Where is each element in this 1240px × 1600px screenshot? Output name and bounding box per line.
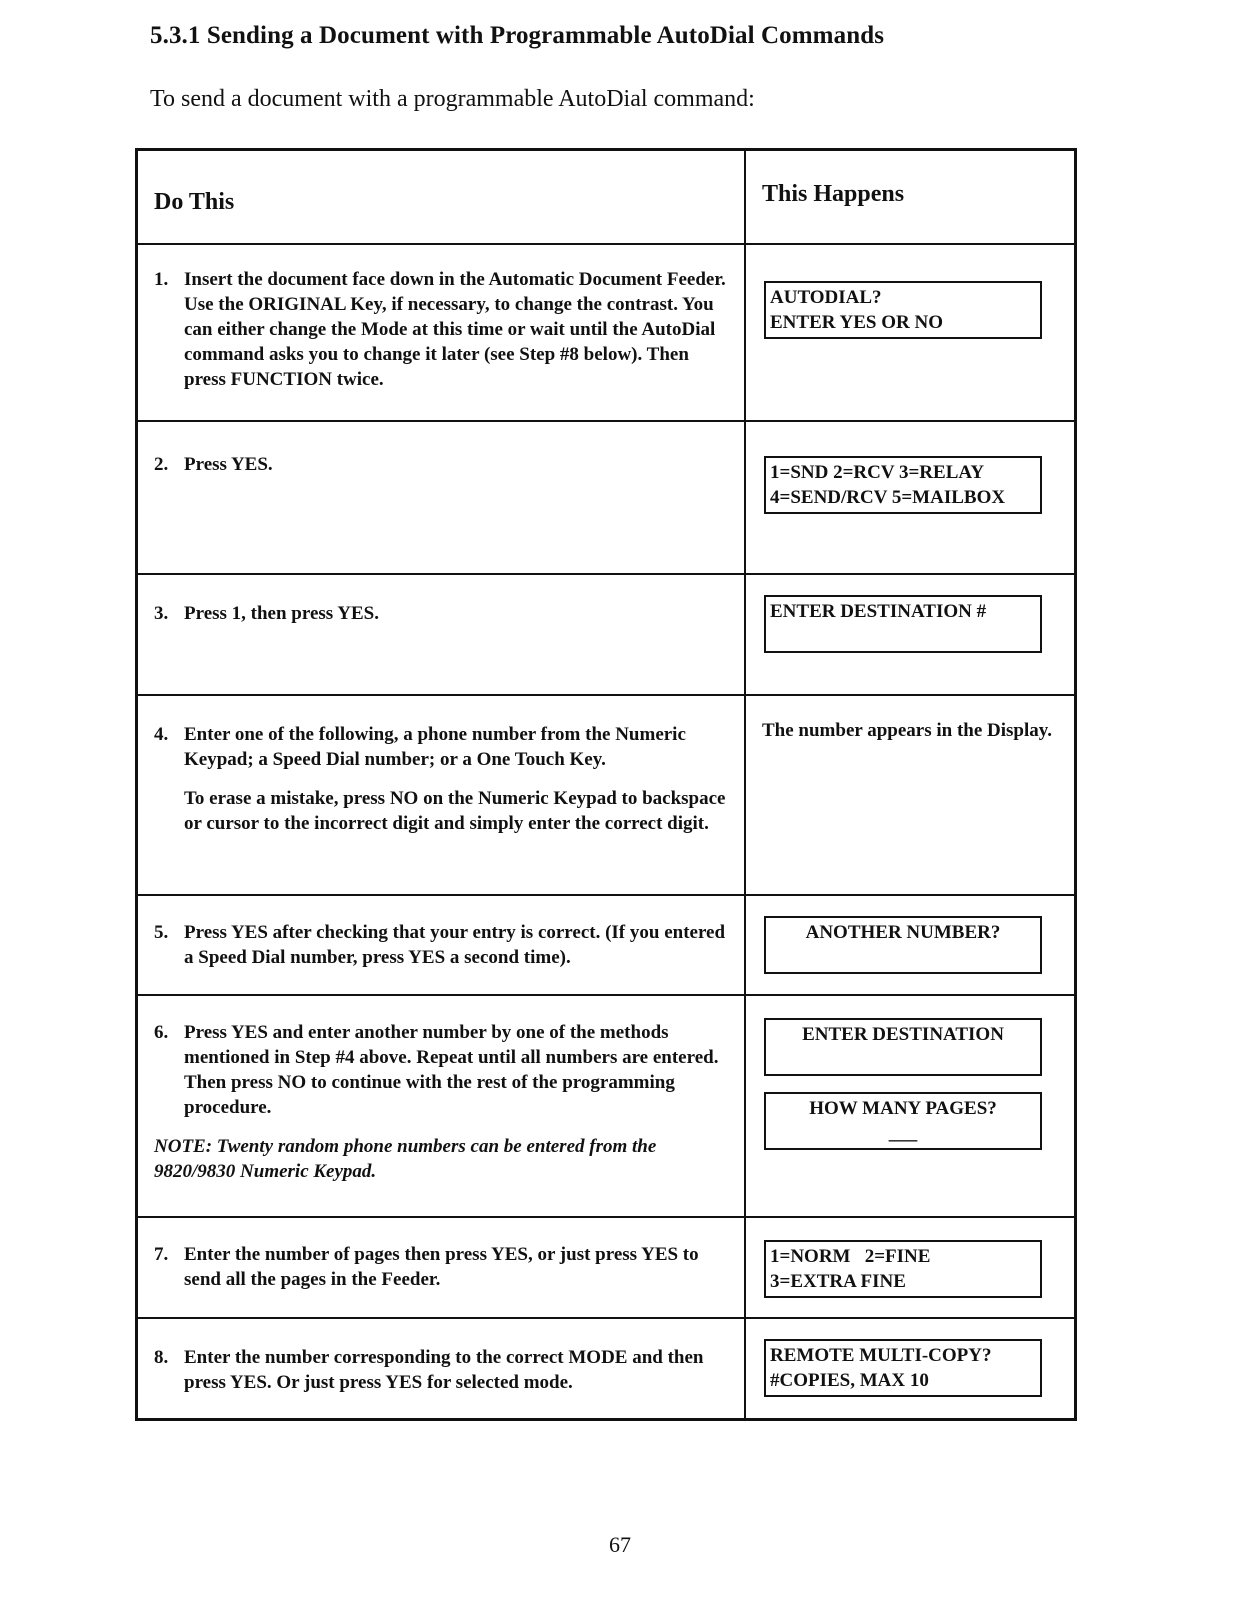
table-row — [138, 420, 1074, 573]
display-panel: AUTODIAL? ENTER YES OR NO — [764, 281, 1042, 339]
table-row — [138, 694, 1074, 894]
step-4: 4. Enter one of the following, a phone number from the Numeric Keypad; a Speed Dial number; or a One Touch Key. — [154, 724, 686, 770]
step-1: 1. Insert the document face down in the Automatic Document Feeder. Use the ORIGINAL Key, if necessary, to change the contrast. You can either change the Mode at this time or wait until the AutoDial command asks you to change it later (see Step #8 below). Then press FUNCTION twice. — [154, 269, 726, 390]
step-6: 6. Press YES and enter another number by one of the methods mentioned in Step #4 above. Repeat until all numbers are entered. Then press NO to continue with the rest of the programming procedure. — [154, 1022, 719, 1118]
display-panel: HOW MANY PAGES? ___ — [764, 1092, 1042, 1150]
display-panel: 1=SND 2=RCV 3=RELAY 4=SEND/RCV 5=MAILBOX — [764, 456, 1042, 514]
table-row — [138, 1317, 1074, 1418]
table-header — [138, 151, 1074, 243]
step-8: 8. Enter the number corresponding to the correct MODE and then press YES. Or just press YES for selected mode. — [154, 1347, 704, 1393]
page-number: 67 — [609, 1532, 631, 1557]
table-row — [138, 573, 1074, 694]
column-header-this-happens: This Happens — [762, 181, 905, 207]
table-row — [138, 894, 1074, 994]
table-row — [138, 994, 1074, 1216]
display-panel: ENTER DESTINATION — [764, 1018, 1042, 1076]
result-text: The number appears in the Display. — [762, 720, 1052, 741]
step-5: 5. Press YES after checking that your entry is correct. (If you entered a Speed Dial number, press YES a second time). — [154, 922, 726, 968]
display-panel: ANOTHER NUMBER? — [764, 916, 1042, 974]
display-panel: REMOTE MULTI-COPY? #COPIES, MAX 10 — [764, 1339, 1042, 1397]
step-7: 7. Enter the number of pages then press YES, or just press YES to send all the pages in the Feeder. — [154, 1244, 699, 1290]
table-row — [138, 1216, 1074, 1317]
display-panel: 1=NORM 2=FINE 3=EXTRA FINE — [764, 1240, 1042, 1298]
procedure-table — [135, 148, 1077, 1421]
step-2: 2. Press YES. — [154, 454, 273, 475]
step-3: 3. Press 1, then press YES. — [154, 603, 379, 624]
intro-text: To send a document with a programmable AutoDial command: — [150, 86, 755, 112]
table-row — [138, 243, 1074, 420]
note-text: NOTE: Twenty random phone numbers can be entered from the 9820/9830 Numeric Keypad. — [154, 1136, 657, 1182]
column-header-do-this: Do This — [154, 189, 235, 215]
display-panel: ENTER DESTINATION # — [764, 595, 1042, 653]
step-4-erase-tip: To erase a mistake, press NO on the Numeric Keypad to backspace or cursor to the incorrect digit and simply enter the correct digit. — [184, 788, 726, 834]
section-heading: 5.3.1 Sending a Document with Programmable AutoDial Commands — [150, 22, 885, 49]
